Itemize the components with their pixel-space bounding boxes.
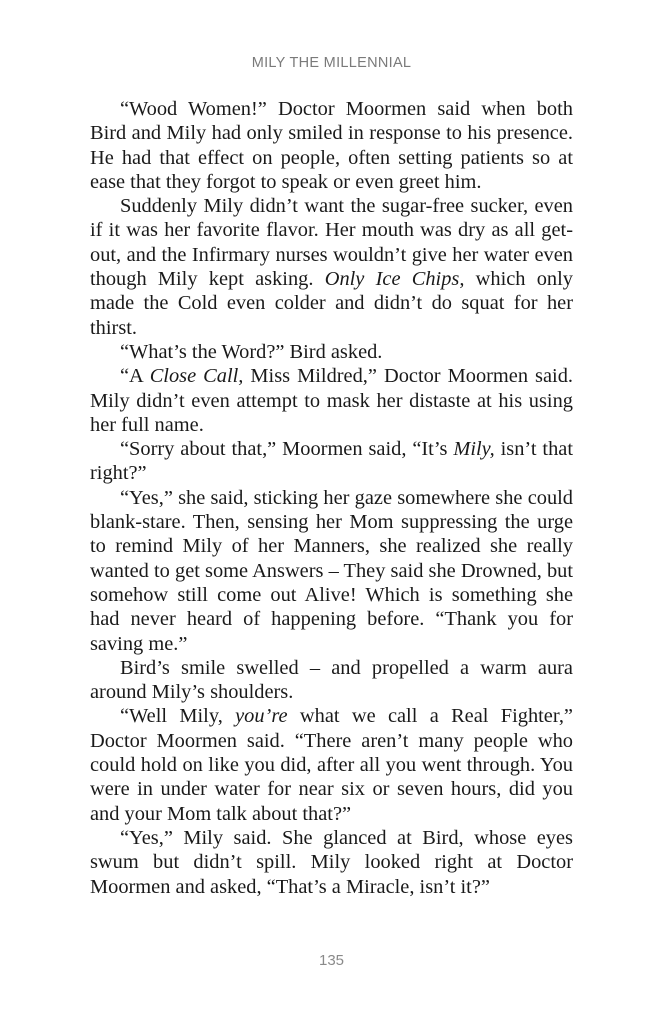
text-run: “Wood Women!” Doctor Moormen said when both Bird and Mily had only smiled in response to his presence. He had that effect on people, often setting patients so at ease that they forgot to speak or even greet him. [90,98,573,193]
text-run: “Yes,” she said, sticking her gaze somewhere she could blank-stare. Then, sensing her Mom suppressing the urge to remind Mily of her Manners, she realized she really wanted to get some Answers – They said she Drowned, but somehow still come out Alive! Which is something she had never heard of happening before. “Thank you for saving me.” [90,486,573,655]
italic-text-run: Mily, [453,438,495,461]
text-run: Bird’s smile swelled – and propelled a warm aura around Mily’s shoulders. [90,656,573,704]
text-run: isn’t that right?” [90,438,573,485]
paragraph [90,826,573,899]
text-run: “Yes,” Mily said. She glanced at Bird, whose eyes swum but didn’t spill. Mily looked right at Doctor Moormen and asked, “That’s a Miracle, isn’t it?” [90,826,573,898]
paragraph [90,340,573,364]
text-run: “Sorry about that,” Moormen said, “It’s [120,438,454,461]
body-text [90,97,573,899]
paragraph [90,194,573,340]
paragraph [90,364,573,437]
text-run: which only made the Cold even colder and didn’t do squat for her thirst. [90,268,573,339]
text-run: Miss Mildred,” Doctor Moormen said. Mily didn’t even attempt to mask her distaste at his using her full name. [90,365,573,436]
text-run: “What’s the Word?” Bird asked. [120,340,383,363]
paragraph [90,437,573,486]
paragraph [90,486,573,656]
text-run: “Well Mily, [120,705,236,728]
paragraph [90,656,573,705]
text-run: Suddenly Mily didn’t want the sugar-free sucker, even if it was her favorite flavor. Her mouth was dry as all get-out, and the Infirmary nurses wouldn’t give her water even though Mily kept asking. [90,195,573,291]
italic-text-run: Only Ice Chips, [324,268,465,291]
italic-text-run: you’re [235,705,288,728]
text-run: “A [120,365,150,388]
text-run: what we call a Real Fighter,” Doctor Moormen said. “There aren’t many people who could hold on like you did, after all you went through. You were in under water for near six or seven hours, did you and your Mom talk about that?” [90,705,573,825]
page-number: 135 [318,952,345,969]
running-head: MILY THE MILLENNIAL [251,55,412,71]
paragraph [90,97,573,194]
italic-text-run: Close Call, [149,365,244,388]
paragraph [90,704,573,825]
